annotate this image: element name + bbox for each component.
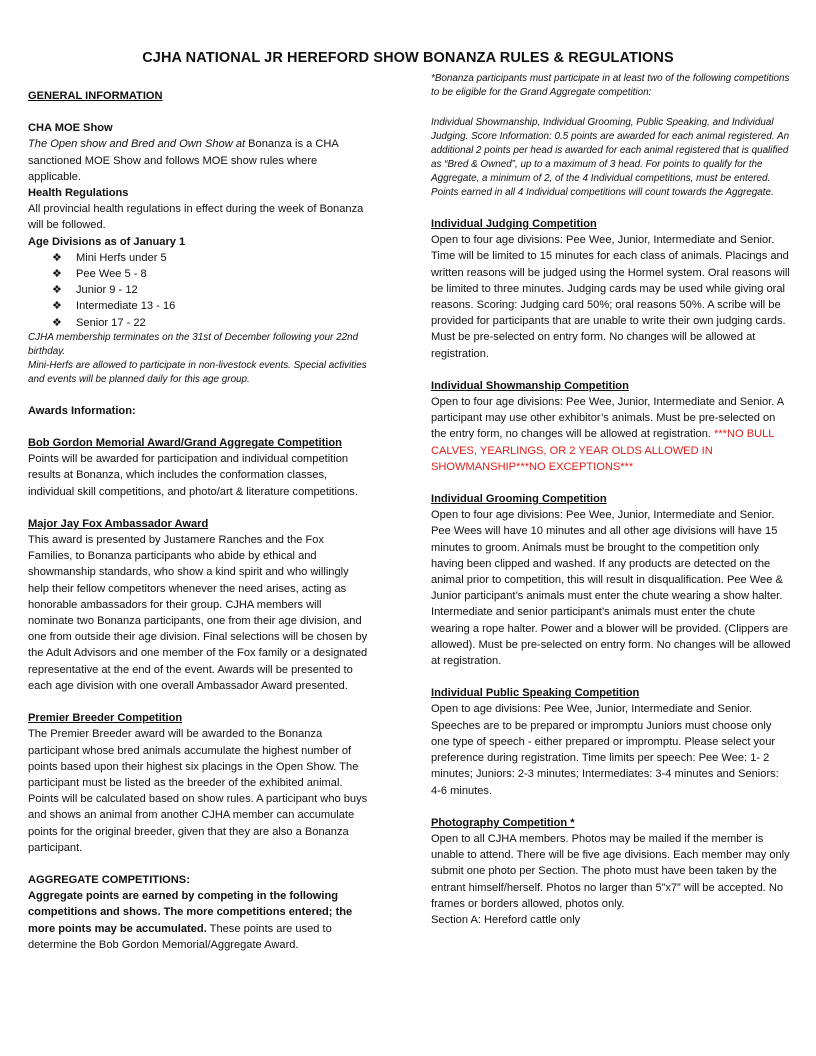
list-item: ❖ Senior 17 - 22 — [52, 315, 370, 331]
mini-herfs-note: Mini-Herfs are allowed to participate in non-livestock events. Special activities and events will be planned daily for this age group. — [28, 359, 367, 385]
awards-heading: Awards Information: — [28, 404, 136, 417]
page-title: CJHA NATIONAL JR HEREFORD SHOW BONANZA RULES & REGULATIONS — [142, 50, 674, 66]
left-column — [28, 72, 370, 953]
moe-text: The Open show and Bred and Own Show at Bonanza is a CHA sanctioned MOE Show and follows MOE show rules where applicable. — [28, 138, 339, 183]
bob-gordon-text: Points will be awarded for participation and individual competition results at Bonanza, which includes the conformation classes, individual skill competitions, and photo/art & literature competitions. — [28, 453, 358, 498]
moe-heading: CHA MOE Show — [28, 122, 113, 135]
list-item: ❖ Pee Wee 5 - 8 — [52, 266, 370, 282]
right-column — [431, 72, 791, 928]
grooming-heading: Individual Grooming Competition — [431, 493, 607, 506]
membership-note: CJHA membership terminates on the 31st of December following your 22nd birthday. — [28, 331, 359, 357]
grooming-text: Open to four age divisions: Pee Wee, Junior, Intermediate and Senior. Pee Wees will have 10 minutes and all other age divisions will have 15 minutes to groom. Animals must be brought to the competition only having been clipped and washed. If any products are detected on the animal prior to competition, this will result in disqualification. Pee Wee & Junior participant’s animals must enter the chute wearing a show halter. Intermediate and senior participant’s animals must enter the chute wearing a rope halter. Power and a blower will be provided. (Clippers are allowed). Must be pre-selected on entry form. No changes will be allowed at registration. — [431, 509, 791, 668]
aggregate-score-note: Individual Showmanship, Individual Grooming, Public Speaking, and Individual Judging. Score Information: 0.5 points are awarded for each animal registered. An additional 2 points per head is awarded for each animal registered that is qualified as “Bred & Owned”, up to a maximum of 3 head. For points to qualify for the Aggregate, a minimum of 2, of the 4 Individual competitions, must be entered. Points earned in all 4 Individual competitions will count towards the Aggregate. — [431, 117, 790, 198]
age-divisions-heading: Age Divisions as of January 1 — [28, 235, 186, 248]
photography-heading: Photography Competition * — [431, 816, 575, 829]
aggregate-eligibility-note: *Bonanza participants must participate in at least two of the following competitions to be eligible for the Grand Aggregate competition: — [431, 73, 790, 98]
showmanship-text: Open to four age divisions: Pee Wee, Junior, Intermediate and Senior. A participant may use other exhibitor’s animals. Must be pre-selected on the entry form, no changes will be allowed at registration. ***NO BULL CALVES, YEARLINGS, OR 2 YEAR OLDS ALLOWED IN SHOWMANSHIP***NO EXCEPTIONS*** — [431, 396, 784, 473]
public-speaking-heading: Individual Public Speaking Competition — [431, 687, 640, 700]
diamond-bullet-icon: ❖ — [52, 268, 62, 281]
health-text: All provincial health regulations in effect during the week of Bonanza will be followed. — [28, 203, 364, 232]
diamond-bullet-icon: ❖ — [52, 284, 62, 297]
jay-fox-heading: Major Jay Fox Ambassador Award — [28, 517, 209, 530]
judging-text: Open to four age divisions: Pee Wee, Junior, Intermediate and Senior. Time will be limited to 15 minutes for each class of animals. Placings and written reasons will be judged using the Hormel system. Oral reasons will be limited to three minutes. Judging cards may be used while giving oral reasons. Scoring: Judging card 50%; oral reasons 50%. A scribe will be provided for participants that are unable to write their own judging cards. Must be pre-selected on entry form. No changes will be allowed at registration. — [431, 234, 790, 360]
aggregate-heading: AGGREGATE COMPETITIONS: — [28, 873, 190, 886]
public-speaking-text: Open to age divisions: Pee Wee, Junior, Intermediate and Senior. Speeches are to be prepared or impromptu Juniors must choose only one type of speech - either prepared or impromptu. Please select your preference during registration. Time limits per speech: Pee Wee: 1- 2 minutes; Juniors: 2-3 minutes; Intermediates: 3-4 minutes and Seniors: 4-6 minutes. — [431, 703, 779, 797]
judging-heading: Individual Judging Competition — [431, 218, 597, 230]
photography-text: Open to all CJHA members. Photos may be mailed if the member is unable to attend. There will be five age divisions. Each member may only submit one photo per Section. The photo must have been taken by the entrant himself/herself. Photos no larger than 5”x7” will be accepted. No frames or borders allowed, photos only. — [431, 832, 790, 910]
general-information-heading: GENERAL INFORMATION — [28, 90, 163, 102]
photography-section-a: Section A: Hereford cattle only — [431, 913, 581, 926]
showmanship-heading: Individual Showmanship Competition — [431, 379, 629, 392]
aggregate-text: Aggregate points are earned by competing in the following competitions and shows. The more competitions entered; the more points may be accumulated. These points are used to determine the Bob Gordon Memorial/Aggregate Award. — [28, 890, 353, 951]
showmanship-warning: ***NO BULL CALVES, YEARLINGS, OR 2 YEAR OLDS ALLOWED IN SHOWMANSHIP***NO EXCEPTIONS*** — [431, 428, 775, 473]
diamond-bullet-icon: ❖ — [52, 316, 62, 329]
premier-breeder-text: The Premier Breeder award will be awarded to the Bonanza participant whose bred animals accumulate the highest number of points based upon their highest six placings in the Open Show. The participant must be listed as the breeder of the exhibited animal. Points will be calculated based on show rules. A participant who buys and shows an animal from another CJHA member can accumulate points for the original breeder, given that they are also a Bonanza participant. — [28, 728, 368, 854]
diamond-bullet-icon: ❖ — [52, 251, 62, 264]
age-divisions-list — [28, 250, 370, 331]
premier-breeder-heading: Premier Breeder Competition — [28, 712, 183, 725]
list-item: ❖ Mini Herfs under 5 — [52, 250, 370, 266]
health-heading: Health Regulations — [28, 187, 129, 200]
bob-gordon-heading: Bob Gordon Memorial Award/Grand Aggregate Competition — [28, 437, 342, 450]
diamond-bullet-icon: ❖ — [52, 300, 62, 313]
jay-fox-text: This award is presented by Justamere Ranches and the Fox Families, to Bonanza participants who abide by ethical and showmanship standards, who show a kind spirit and who willingly help their fellow competitors whenever the need arises, acting as honorable ambassadors for their group. CJHA members will nominate two Bonanza participants, one from their age division, and one from outside their age division. Final selections will be chosen by the Adult Advisors and one member of the Fox family or a designated representative at the end of the event. Awards will be presented to each age division with one overall Ambassador Award presented. — [28, 534, 368, 692]
list-item: ❖ Junior 9 - 12 — [52, 282, 370, 298]
list-item: ❖ Intermediate 13 - 16 — [52, 298, 370, 314]
